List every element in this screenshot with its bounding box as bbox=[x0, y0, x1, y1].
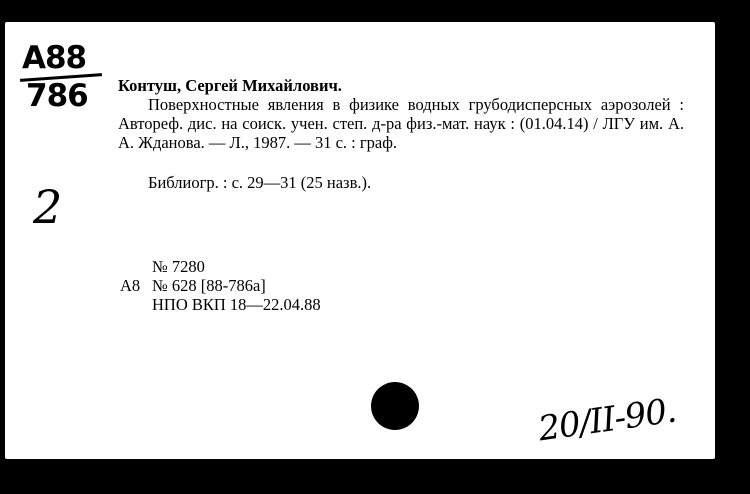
author-heading: Контуш, Сергей Михайлович. bbox=[118, 76, 342, 95]
handwritten-date: 20/II-90. bbox=[535, 390, 679, 450]
shelf-mark-top: А88 bbox=[22, 40, 87, 76]
inventory-number: № 7280 bbox=[152, 257, 205, 276]
bibliography-note: Библиогр. : с. 29—31 (25 назв.). bbox=[148, 173, 372, 192]
punch-hole bbox=[371, 382, 419, 430]
a8-label: А8 bbox=[120, 276, 141, 295]
bibliographic-description: Поверхностные явления в физике водных грубодисперсных аэрозолей : Автореф. дис. на соиск. учен. степ. д-ра физ.-мат. наук : (01.04.14) / ЛГУ им. А. А. Жданова. — Л., 1987. — 31 с. : граф. bbox=[118, 95, 684, 152]
catalog-card bbox=[5, 22, 715, 459]
a8-number: № 628 [88-786а] bbox=[152, 276, 266, 295]
shelf-mark-bottom: 786 bbox=[26, 78, 88, 114]
handwritten-copy-number: 2 bbox=[33, 180, 63, 234]
publisher-line: НПО ВКП 18—22.04.88 bbox=[152, 295, 321, 314]
